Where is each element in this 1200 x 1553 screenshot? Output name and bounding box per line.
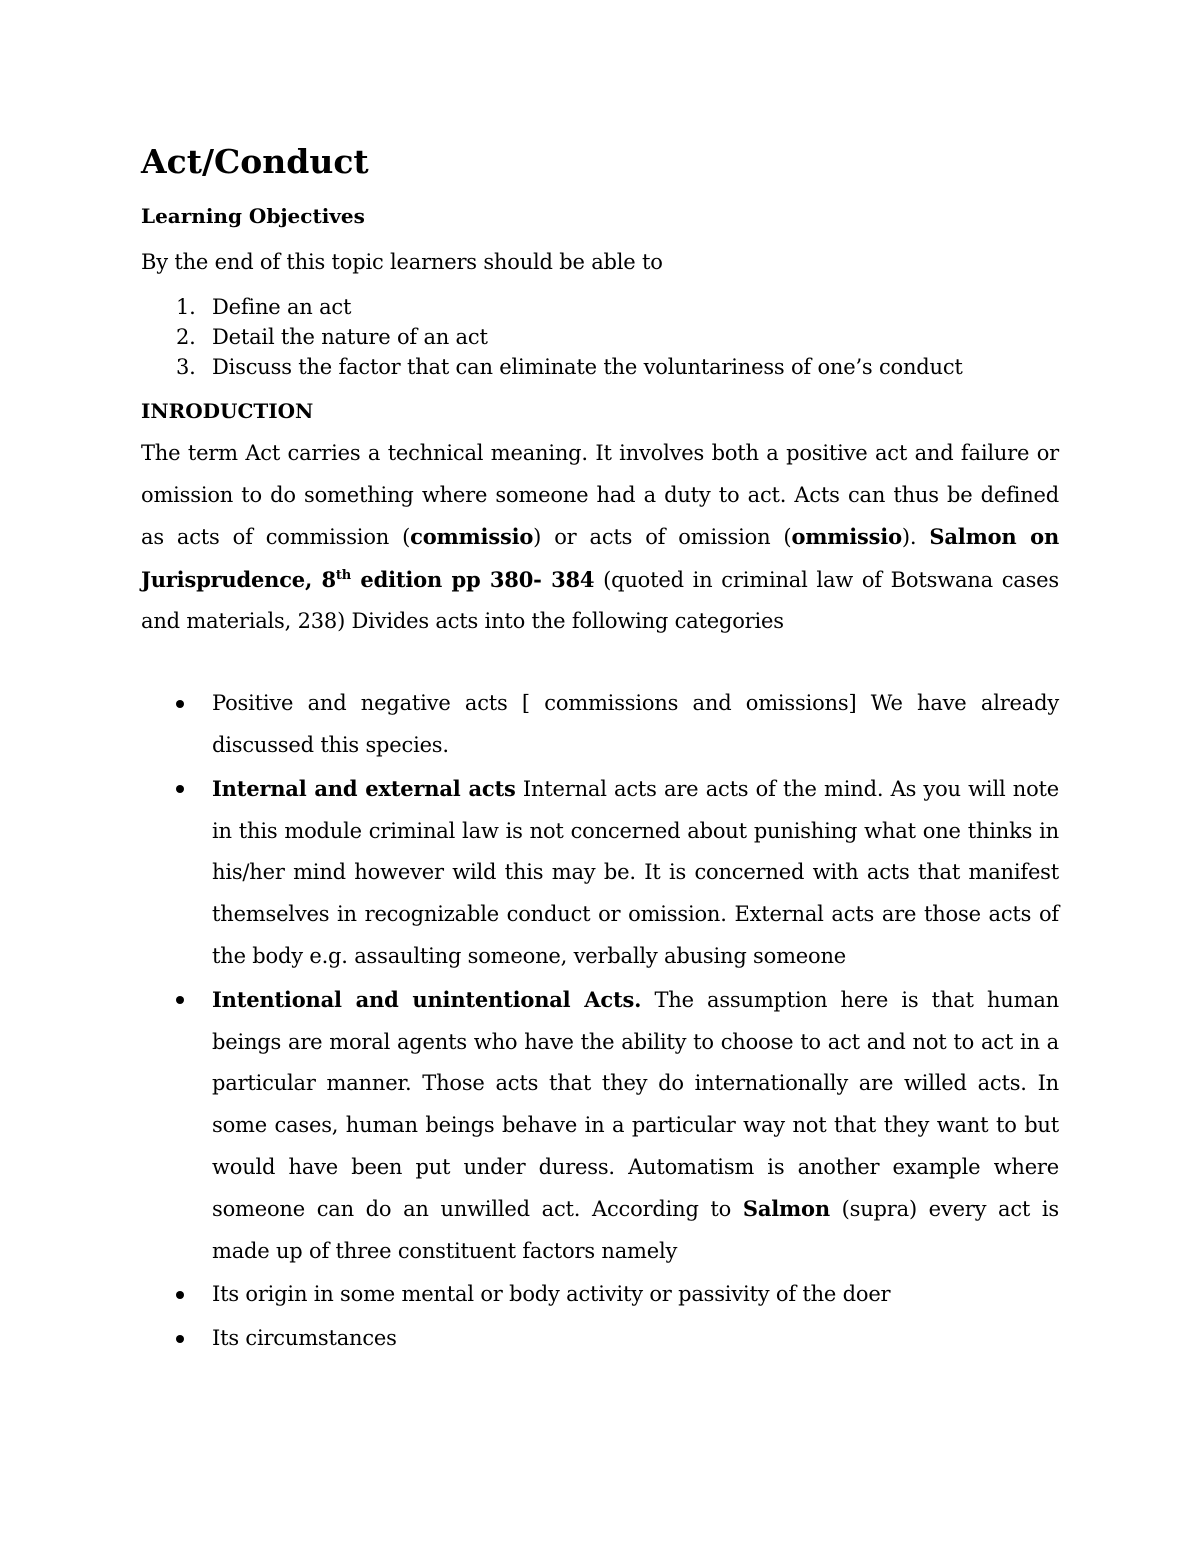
list-item-text: Its circumstances [212, 1325, 397, 1350]
bullet-icon [176, 700, 184, 708]
para-text: ). [901, 525, 930, 550]
bullet-icon [176, 1291, 184, 1299]
list-item-text: (supra) every act is made up of three constituent factors namely [212, 1197, 1059, 1263]
introduction-heading: INRODUCTION [141, 399, 314, 423]
citation-title: Salmon on Jurisprudence, 8 [141, 524, 1060, 592]
list-item-text: The assumption here is that human beings are moral agents who have the ability to choose to act and not to act in a particular manner. Those acts that they do internationally are willed acts. In some cases, human beings behave in a particular way not that they want to but would have been put under duress. Automatism is another example where someone can do an unwilled act. According to [212, 988, 1059, 1222]
list-item-text: Discuss the factor that can eliminate the voluntariness of one’s conduct [212, 355, 963, 379]
list-item [141, 352, 963, 382]
citation-edition: edition pp 380- 384 [350, 566, 595, 592]
list-item-text: Its origin in some mental or body activity or passivity of the doer [212, 1282, 891, 1307]
list-item [141, 292, 963, 322]
bullet-icon [176, 785, 184, 793]
list-number: 3. [176, 355, 196, 379]
list-item-bold: Salmon [742, 1196, 830, 1222]
list-item [141, 768, 1059, 977]
list-item-bold: Intentional and unintentional Acts. [212, 987, 642, 1013]
para-text: (quoted in criminal law of Botswana cases and materials, 238) Divides acts into the following categories [141, 567, 1059, 634]
list-number: 1. [176, 295, 196, 319]
introduction-paragraph [141, 433, 1059, 643]
bullet-icon [176, 996, 184, 1004]
list-item [141, 1318, 1059, 1360]
learning-objectives-heading: Learning Objectives [141, 204, 365, 228]
list-item [141, 979, 1059, 1272]
list-item [141, 322, 963, 352]
objectives-list [141, 292, 963, 382]
list-number: 2. [176, 325, 196, 349]
list-item [141, 683, 1059, 766]
list-item-text: Detail the nature of an act [212, 325, 488, 349]
para-bold-term: ommissio [791, 524, 902, 550]
citation-superscript: th [335, 567, 351, 583]
list-item-bold: Internal and external acts [212, 776, 516, 802]
objectives-intro: By the end of this topic learners should be able to [141, 250, 663, 274]
para-bold-term: commissio [410, 524, 534, 550]
page-title: Act/Conduct [141, 142, 369, 181]
list-item-text: Positive and negative acts [ commissions and omissions] We have already discussed this species. [212, 691, 1059, 757]
para-text: ) or acts of omission ( [533, 525, 792, 550]
para-text: The term Act carries a technical meaning. It involves both a positive act and failure or omission to do something where someone had a duty to act. Acts can thus be defined as acts of commission ( [141, 441, 1059, 550]
list-item-text: Internal acts are acts of the mind. As you will note in this module criminal law is not concerned about punishing what one thinks in his/her mind however wild this may be. It is concerned with acts that manifest themselves in recognizable conduct or omission. External acts are those acts of the body e.g. assaulting someone, verbally abusing someone [212, 777, 1059, 968]
list-item-text: Define an act [212, 295, 352, 319]
list-item [141, 1274, 1059, 1316]
bullet-icon [176, 1335, 184, 1343]
act-categories-list [141, 683, 1059, 1362]
